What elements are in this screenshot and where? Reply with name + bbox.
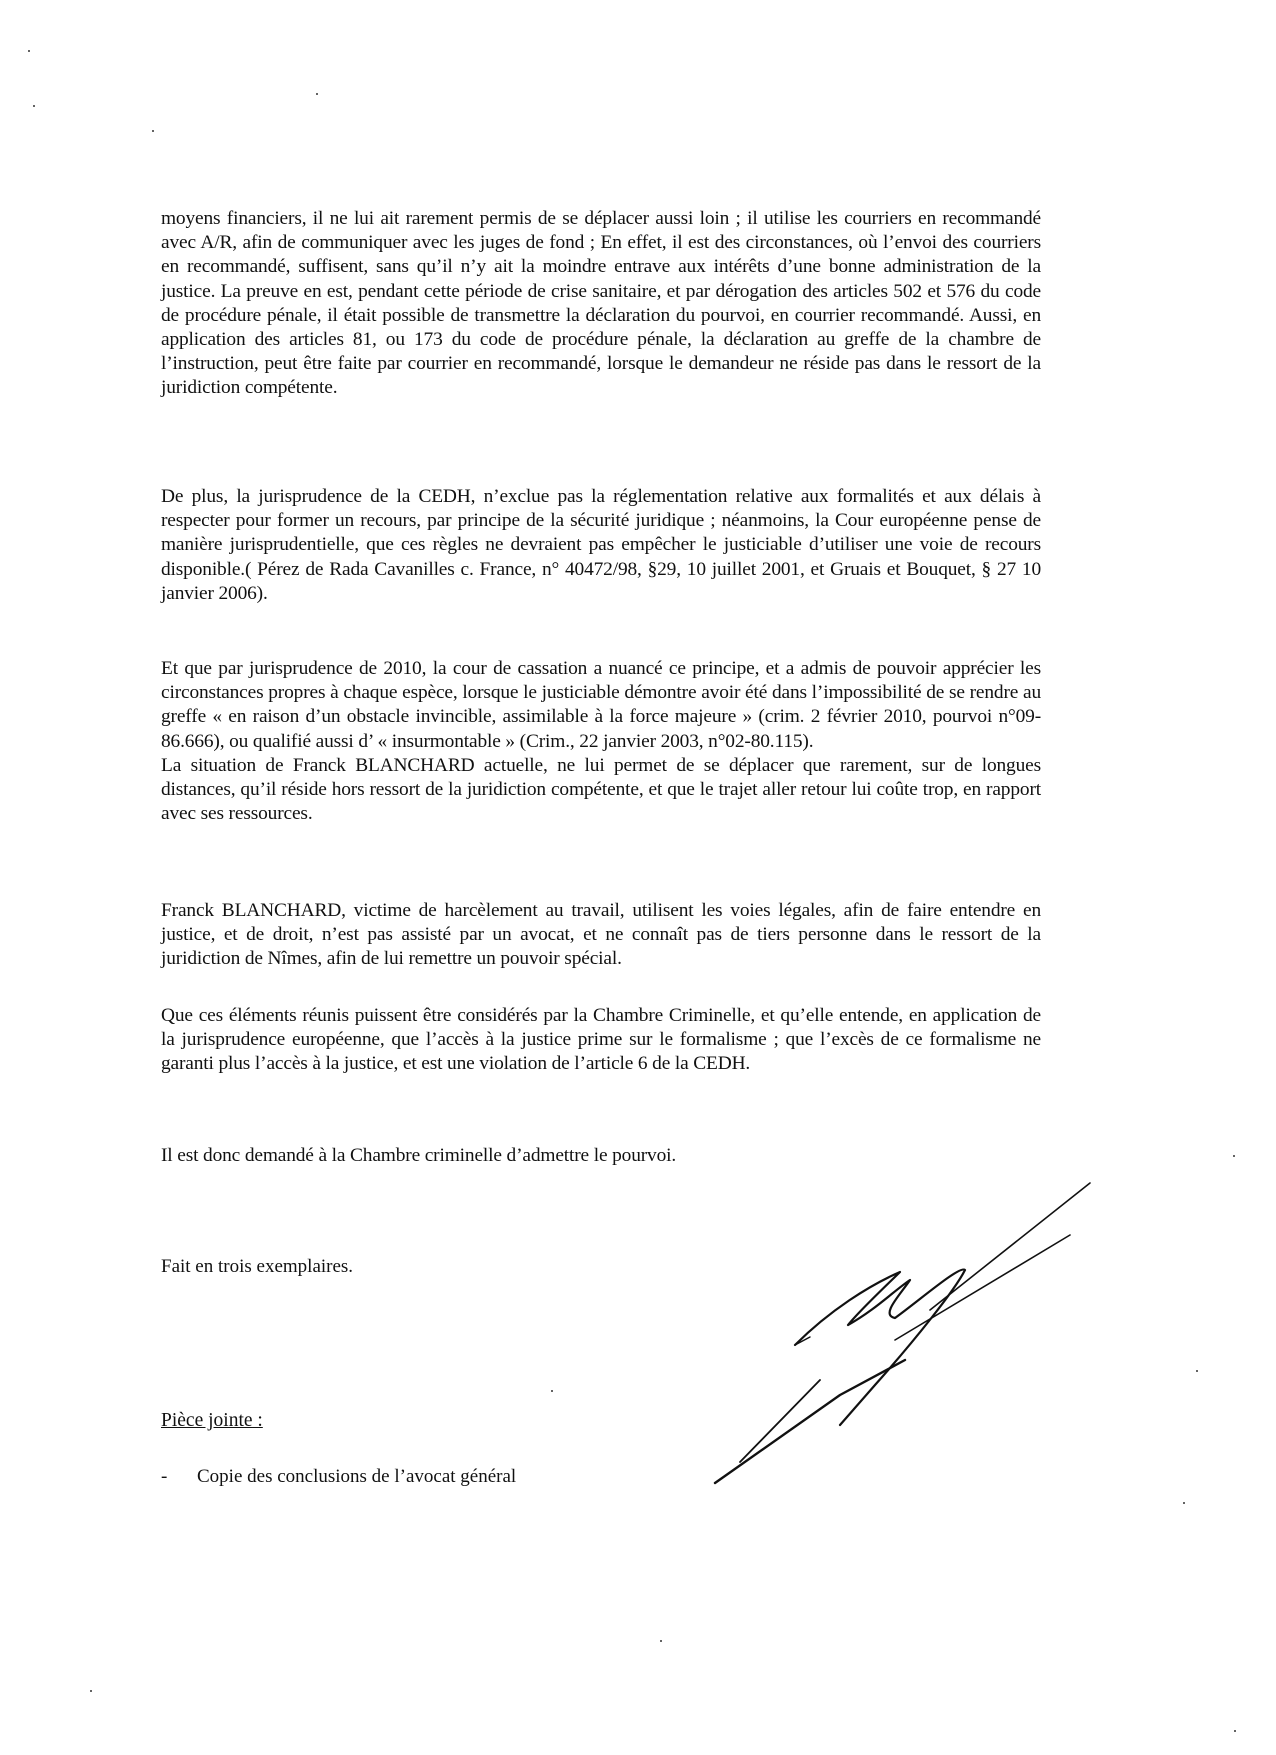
signature-stroke (795, 1270, 965, 1425)
scan-speck (1196, 1370, 1198, 1372)
paragraph-text: Il est donc demandé à la Chambre criminelle d’admettre le pourvoi. (161, 1145, 677, 1166)
scan-speck (660, 1640, 662, 1642)
scan-speck (90, 1690, 92, 1692)
signature-stroke (930, 1183, 1090, 1310)
paragraph-text: La situation de Franck BLANCHARD actuelle, ne lui permet de se déplacer que rarement, sur de longues distances, qu’il réside hors ressort de la juridiction compétente, et que le trajet aller retour lui coûte trop, en rapport avec ses ressources. (161, 754, 1041, 825)
scan-speck (33, 105, 35, 107)
paragraph-transmission-by-mail (161, 207, 1041, 401)
attachments-list (161, 1466, 516, 1488)
paragraph-text: Que ces éléments réunis puissent être considérés par la Chambre Criminelle, et qu’elle entende, en application de la jurisprudence européenne, que l’accès à la justice prime sur le formalisme ; que l’excès de ce formalisme ne garanti plus l’accès à la justice, et est une violation de l’article 6 de la CEDH. (161, 1005, 1041, 1075)
paragraph-cedh-jurisprudence (161, 485, 1041, 606)
paragraph-text: moyens financiers, il ne lui ait rarement permis de se déplacer aussi loin ; il utilise les courriers en recommandé avec A/R, afin de communiquer avec les juges de fond ; En effet, il est des circonstances, où l’envoi des courriers en recommandé, suffisent, sans qu’il n’y ait la moindre entrave aux intérêts d’une bonne administration de la justice. La preuve en est, pendant cette période de crise sanitaire, et par dérogation des articles 502 et 576 du code de procédure pénale, il était possible de transmettre la déclaration du pourvoi, en courrier recommandé. Aussi, en application des articles 81, ou 173 du code de procédure pénale, la déclaration au greffe de la chambre de l’instruction, peut être faite par courrier en recommandé, lorsque le demandeur ne réside pas dans le ressort de la juridiction compétente. (161, 208, 1041, 399)
scan-speck (1233, 1155, 1235, 1157)
attachments-heading-text: Pièce jointe (161, 1410, 253, 1431)
paragraph-cassation-2010 (161, 657, 1041, 826)
scan-speck (28, 50, 30, 52)
scan-speck (551, 1390, 553, 1392)
scan-speck (1183, 1502, 1185, 1504)
signature-stroke (895, 1235, 1070, 1340)
paragraph-request-chamber (161, 1004, 1041, 1077)
signature-stroke (740, 1380, 820, 1462)
list-bullet: - (161, 1466, 168, 1487)
scan-speck (1234, 1730, 1236, 1732)
paragraph-franck-blanchard (161, 899, 1041, 972)
attachments-heading-colon: : (252, 1410, 263, 1431)
attachment-label: Copie des conclusions de l’avocat général (197, 1466, 517, 1487)
attachments-heading (161, 1410, 263, 1432)
paragraph-text: De plus, la jurisprudence de la CEDH, n’exclue pas la réglementation relative aux formalités et aux délais à respecter pour former un recours, par principe de la sécurité juridique ; néanmoins, la Cour européenne pense de manière jurisprudentielle, que ces règles ne devraient pas empêcher le justiciable d’utiliser une voie de recours disponible.( Pérez de Rada Cavanilles c. France, n° 40472/98, §29, 10 juillet 2001, et Gruais et Bouquet, § 27 10 janvier 2006). (161, 486, 1041, 604)
scan-speck (152, 130, 154, 132)
signature-stroke (715, 1360, 905, 1483)
paragraph-text: Franck BLANCHARD, victime de harcèlement au travail, utilisent les voies légales, afin de faire entendre en justice, et de droit, n’est pas assisté par un avocat, et ne connaît pas de tiers personne dans le ressort de la juridiction de Nîmes, afin de lui remettre un pouvoir spécial. (161, 900, 1041, 970)
paragraph-text: Et que par jurisprudence de 2010, la cour de cassation a nuancé ce principe, et a admis de pouvoir apprécier les circonstances propres à chaque espèce, lorsque le justiciable démontre avoir été dans l’impossibilité de se rendre au greffe « en raison d’un obstacle invincible, assimilable à la force majeure » (crim. 2 février 2010, pourvoi n°09-86.666), ou qualifié aussi d’ « insurmontable » (Crim., 22 janvier 2003, n°02-80.115). (161, 658, 1041, 752)
handwritten-signature (700, 1170, 1100, 1500)
closing-statement: Fait en trois exemplaires. (161, 1256, 354, 1277)
paragraph-conclusion (161, 1144, 1041, 1168)
scan-speck (316, 93, 318, 95)
attachment-item (161, 1466, 516, 1488)
